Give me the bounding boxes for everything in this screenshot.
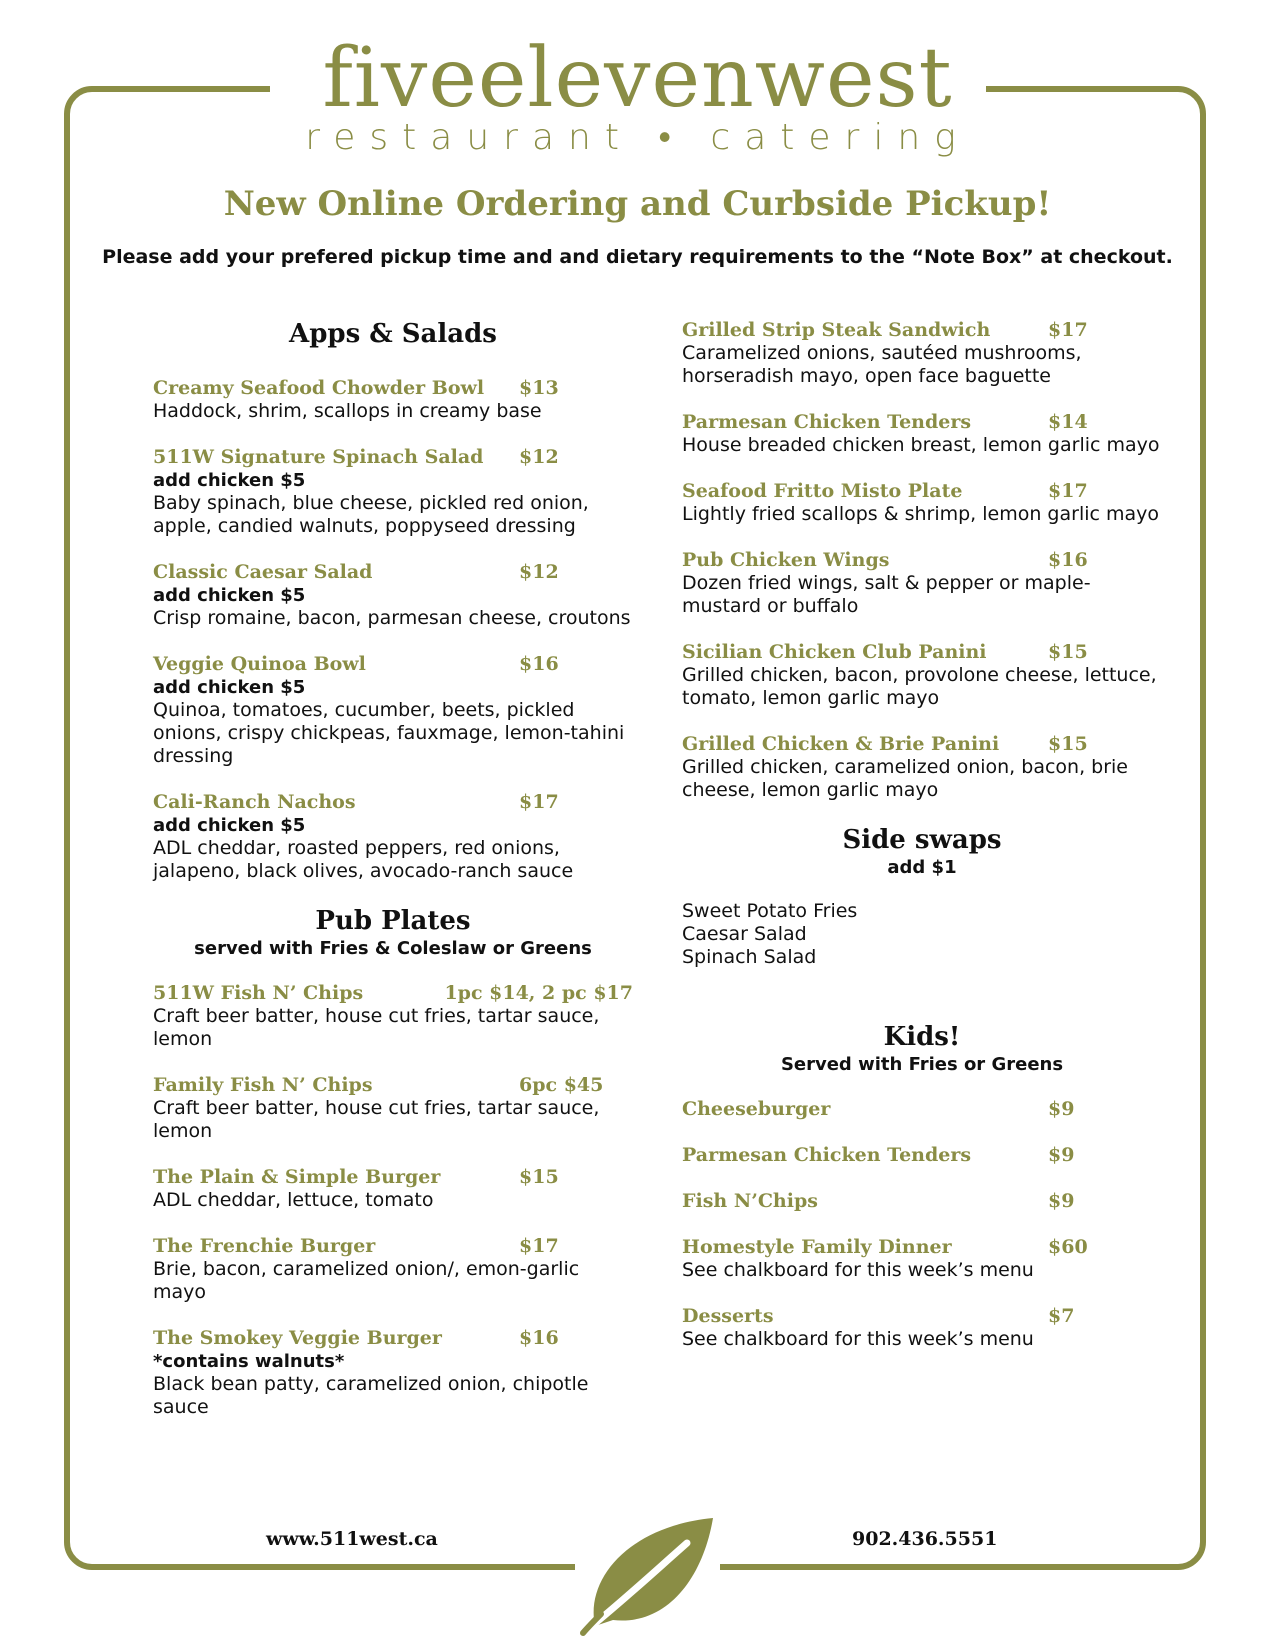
- item-name: The Frenchie Burger: [153, 1235, 376, 1257]
- item-price: $9: [1048, 1098, 1075, 1120]
- item-name: Homestyle Family Dinner: [682, 1236, 952, 1258]
- menu-item-header: [682, 548, 1162, 572]
- item-price: 6pc $45: [519, 1074, 604, 1096]
- item-name: Veggie Quinoa Bowl: [153, 653, 366, 675]
- menu-item-header: [682, 1189, 1162, 1213]
- item-price: $17: [1048, 319, 1088, 341]
- item-description: ADL cheddar, lettuce, tomato: [153, 1189, 434, 1211]
- item-price: $17: [519, 1235, 559, 1257]
- item-name: Family Fish N’ Chips: [153, 1074, 373, 1096]
- left-column: [153, 318, 633, 1441]
- menu-item: [682, 479, 1162, 526]
- item-price: $15: [519, 1166, 559, 1188]
- menu-item-header: [153, 445, 633, 469]
- item-addon: add chicken $5: [153, 677, 306, 698]
- item-price: $12: [519, 446, 559, 468]
- menu-item-header: [682, 640, 1162, 664]
- item-name: Parmesan Chicken Tenders: [682, 1144, 972, 1166]
- item-name: The Smokey Veggie Burger: [153, 1327, 442, 1349]
- menu-item: [153, 1234, 633, 1304]
- menu-item: [682, 640, 1162, 710]
- item-name: Classic Caesar Salad: [153, 561, 373, 583]
- menu-item: [153, 560, 633, 630]
- item-description: Black bean patty, caramelized onion, chipotle sauce: [153, 1373, 589, 1418]
- item-price: $14: [1048, 411, 1088, 433]
- item-description: Haddock, shrim, scallops in creamy base: [153, 400, 542, 422]
- menu-item-header: [153, 1165, 633, 1189]
- kids-list: [682, 1097, 1162, 1351]
- item-addon: add chicken $5: [153, 815, 306, 836]
- pub-list: [153, 981, 633, 1419]
- kids-section-title: Kids!: [883, 1022, 961, 1052]
- menu-item-header: [153, 560, 633, 584]
- item-description: Craft beer batter, house cut fries, tartar sauce, lemon: [153, 1005, 600, 1050]
- menu-item-header: [153, 1234, 633, 1258]
- item-description: Baby spinach, blue cheese, pickled red onion, apple, candied walnuts, poppyseed dressing: [153, 492, 589, 537]
- item-addon: *contains walnuts*: [153, 1351, 345, 1372]
- item-description: See chalkboard for this week’s menu: [682, 1328, 1034, 1350]
- menu-item: [153, 376, 633, 423]
- menu-item: [682, 1143, 1162, 1167]
- item-name: Grilled Chicken & Brie Panini: [682, 733, 1000, 755]
- menu-item-header: [153, 1326, 633, 1350]
- menu-item: [682, 548, 1162, 618]
- item-price: 1pc $14, 2 pc $17: [444, 982, 633, 1004]
- item-description: Brie, bacon, caramelized onion/, emon-garlic mayo: [153, 1258, 580, 1303]
- menu-item: [153, 1326, 633, 1419]
- list-item: Spinach Salad: [682, 946, 817, 968]
- item-name: Seafood Fritto Misto Plate: [682, 480, 963, 502]
- menu-item-header: [153, 981, 633, 1005]
- apps-list: [153, 376, 633, 883]
- menu-item: [682, 1235, 1162, 1282]
- item-price: $9: [1048, 1144, 1075, 1166]
- menu-item: [153, 790, 633, 883]
- menu-item: [153, 1073, 633, 1143]
- website-link[interactable]: www.511west.ca: [266, 1528, 438, 1550]
- item-name: Creamy Seafood Chowder Bowl: [153, 377, 485, 399]
- item-price: $7: [1048, 1305, 1075, 1327]
- item-description: Caramelized onions, sautéed mushrooms, horseradish mayo, open face baguette: [682, 342, 1082, 387]
- item-price: $9: [1048, 1190, 1075, 1212]
- brand-tagline: restaurant • catering: [305, 117, 970, 158]
- menu-item-header: [153, 1073, 633, 1097]
- item-price: $17: [519, 791, 559, 813]
- pub-section-note: served with Fries & Coleslaw or Greens: [194, 938, 592, 959]
- item-price: $16: [1048, 549, 1088, 571]
- item-description: See chalkboard for this week’s menu: [682, 1259, 1034, 1281]
- right-column: [682, 318, 1162, 1373]
- item-name: Pub Chicken Wings: [682, 549, 890, 571]
- item-name: Sicilian Chicken Club Panini: [682, 641, 987, 663]
- item-name: Parmesan Chicken Tenders: [682, 411, 972, 433]
- sides-section-note: add $1: [887, 857, 957, 878]
- item-price: $12: [519, 561, 559, 583]
- item-name: Cali-Ranch Nachos: [153, 791, 356, 813]
- menu-item-header: [153, 790, 633, 814]
- item-name: Desserts: [682, 1305, 774, 1327]
- item-price: $60: [1048, 1236, 1088, 1258]
- sides-list: [682, 900, 1162, 969]
- ordering-instructions: Please add your prefered pickup time and and dietary requirements to the “Note Box” at checkout.: [102, 246, 1173, 268]
- item-name: 511W Fish N’ Chips: [153, 982, 364, 1004]
- menu-item: [682, 732, 1162, 802]
- menu-item: [153, 652, 633, 768]
- phone-number[interactable]: 902.436.5551: [852, 1528, 998, 1550]
- pub-section-title: Pub Plates: [315, 906, 471, 936]
- menu-item: [153, 1165, 633, 1212]
- item-addon: add chicken $5: [153, 585, 306, 606]
- item-description: Dozen fried wings, salt & pepper or maple-mustard or buffalo: [682, 572, 1091, 617]
- menu-item-header: [682, 479, 1162, 503]
- menu-item-header: [682, 1097, 1162, 1121]
- apps-section-title: Apps & Salads: [289, 319, 497, 349]
- item-price: $15: [1048, 641, 1088, 663]
- item-name: The Plain & Simple Burger: [153, 1166, 441, 1188]
- page-title: New Online Ordering and Curbside Pickup!: [223, 184, 1052, 224]
- item-price: $16: [519, 653, 559, 675]
- mains-list: [682, 318, 1162, 802]
- item-description: House breaded chicken breast, lemon garlic mayo: [682, 434, 1160, 456]
- menu-item: [153, 445, 633, 538]
- menu-item-header: [682, 732, 1162, 756]
- item-description: Crisp romaine, bacon, parmesan cheese, croutons: [153, 607, 631, 629]
- item-description: Grilled chicken, bacon, provolone cheese, lettuce, tomato, lemon garlic mayo: [682, 664, 1157, 709]
- list-item: Sweet Potato Fries: [682, 900, 858, 922]
- menu-item-header: [682, 318, 1162, 342]
- menu-item: [682, 1097, 1162, 1121]
- leaf-icon: [575, 1508, 720, 1643]
- menu-item: [682, 1304, 1162, 1351]
- list-item: Caesar Salad: [682, 923, 807, 945]
- item-description: ADL cheddar, roasted peppers, red onions, jalapeno, black olives, avocado-ranch sauce: [153, 837, 574, 882]
- menu-item-header: [682, 1235, 1162, 1259]
- menu-item-header: [682, 410, 1162, 434]
- item-price: $13: [519, 377, 559, 399]
- item-name: 511W Signature Spinach Salad: [153, 446, 484, 468]
- menu-item-header: [682, 1143, 1162, 1167]
- item-description: Lightly fried scallops & shrimp, lemon garlic mayo: [682, 503, 1160, 525]
- item-name: Fish N’Chips: [682, 1190, 818, 1212]
- item-price: $15: [1048, 733, 1088, 755]
- menu-item: [153, 981, 633, 1051]
- menu-item-header: [153, 652, 633, 676]
- menu-item: [682, 1189, 1162, 1213]
- item-name: Grilled Strip Steak Sandwich: [682, 319, 991, 341]
- item-name: Cheeseburger: [682, 1098, 831, 1120]
- item-price: $16: [519, 1327, 559, 1349]
- kids-section-note: Served with Fries or Greens: [780, 1054, 1064, 1075]
- brand-logo: fiveelevenwest: [322, 31, 953, 126]
- sides-section-title: Side swaps: [842, 825, 1002, 855]
- menu-item: [682, 410, 1162, 457]
- item-price: $17: [1048, 480, 1088, 502]
- item-description: Quinoa, tomatoes, cucumber, beets, pickled onions, crispy chickpeas, fauxmage, lemon-tahini dressing: [153, 699, 625, 767]
- menu-item-header: [682, 1304, 1162, 1328]
- menu-item: [682, 318, 1162, 388]
- menu-item-header: [153, 376, 633, 400]
- item-description: Grilled chicken, caramelized onion, bacon, brie cheese, lemon garlic mayo: [682, 756, 1128, 801]
- item-description: Craft beer batter, house cut fries, tartar sauce, lemon: [153, 1097, 600, 1142]
- item-addon: add chicken $5: [153, 470, 306, 491]
